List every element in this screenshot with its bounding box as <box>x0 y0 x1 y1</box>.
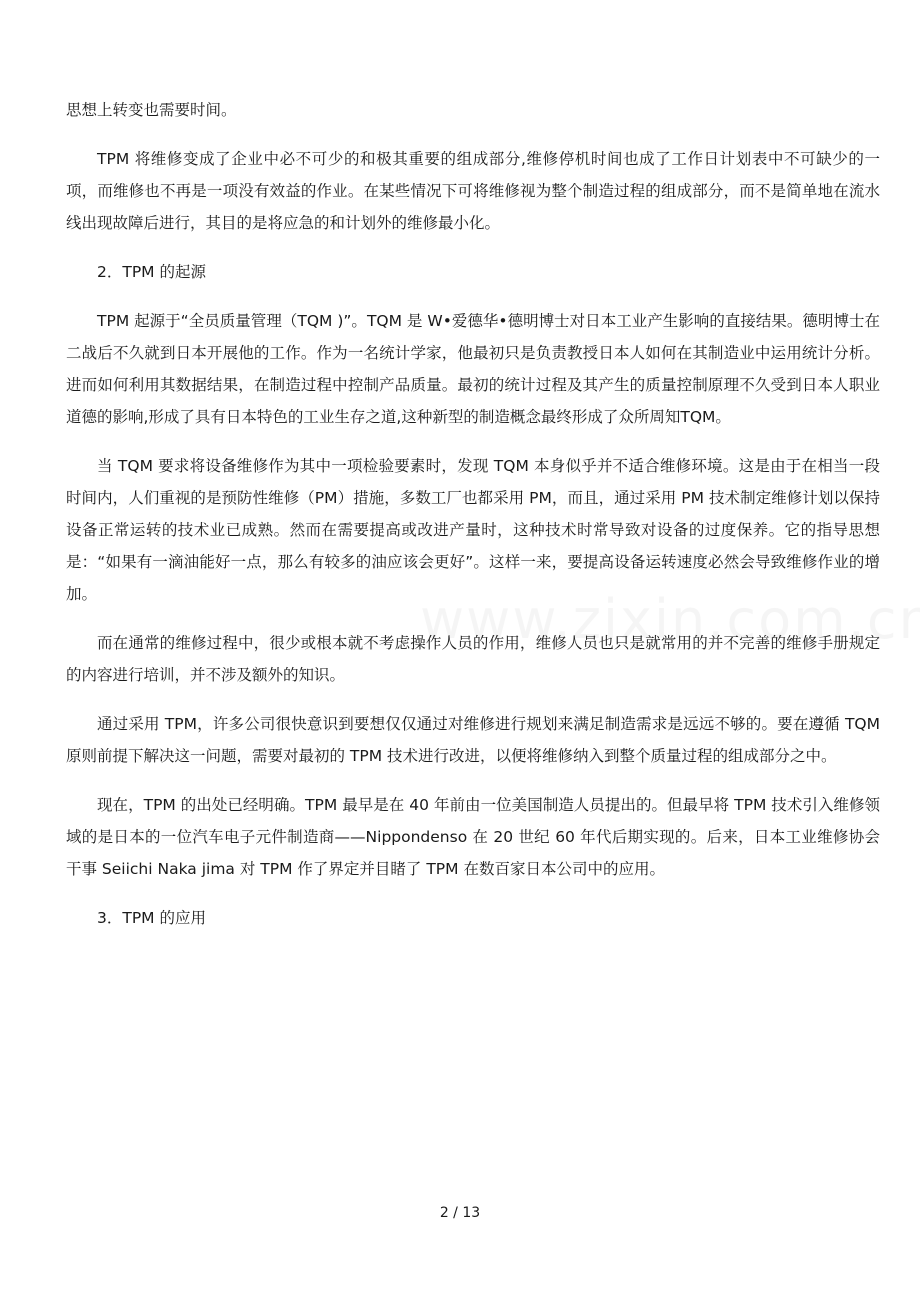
paragraph-tpm-improvement: 通过采用 TPM，许多公司很快意识到要想仅仅通过对维修进行规划来满足制造需求是远远不够的。要在遵循 TQM 原则前提下解决这一问题，需要对最初的 TPM 技术进行改进，以便将维修纳入到整个质量过程的组成部分之中。 <box>66 715 880 765</box>
paragraph-tpm-definition: TPM 将维修变成了企业中必不可少的和极其重要的组成部分,维修停机时间也成了工作日计划表中不可缺少的一项，而维修也不再是一项没有效益的作业。在某些情况下可将维修视为整个制造过程的组成部分，而不是简单地在流水线出现故障后进行，其目的是将应急的和计划外的维修最小化。 <box>66 150 880 232</box>
page-number: 2 / 13 <box>439 1205 481 1221</box>
paragraph-operator-role: 而在通常的维修过程中，很少或根本就不考虑操作人员的作用，维修人员也只是就常用的并不完善的维修手册规定的内容进行培训，并不涉及额外的知识。 <box>66 634 880 684</box>
paragraph-continuation: 思想上转变也需要时间。 <box>66 101 237 119</box>
paragraph-tqm-maintenance: 当 TQM 要求将设备维修作为其中一项检验要素时，发现 TQM 本身似乎并不适合维修环境。这是由于在相当一段时间内，人们重视的是预防性维修（PM）措施，多数工厂也都采用 PM，而且，通过采用 PM 技术制定维修计划以保持设备正常运转的技术业已成熟。然而在需要提高或改进产量时，这种技术时常导致对设备的过度保养。它的指导思想是：“如果有一滴油能好一点，那么有较多的油应该会更好”。这样一来，要提高设备运转速度必然会导致维修作业的增加。 <box>66 457 880 603</box>
paragraph-tpm-history: 现在，TPM 的出处已经明确。TPM 最早是在 40 年前由一位美国制造人员提出的。但最早将 TPM 技术引入维修领域的是日本的一位汽车电子元件制造商——Nippondenso 在 20 世纪 60 年代后期实现的。后来，日本工业维修协会干事 Seiichi Naka jima 对 TPM 作了界定并目睹了 TPM 在数百家日本公司中的应用。 <box>66 796 880 878</box>
section-heading-application: 3．TPM 的应用 <box>97 909 206 927</box>
paragraph-tpm-origin: TPM 起源于“全员质量管理（TQM )”。TQM 是 W•爱德华•德明博士对日本工业产生影响的直接结果。德明博士在二战后不久就到日本开展他的工作。作为一名统计学家，他最初只是负责教授日本人如何在其制造业中运用统计分析。进而如何利用其数据结果，在制造过程中控制产品质量。最初的统计过程及其产生的质量控制原理不久受到日本人职业道德的影响,形成了具有日本特色的工业生存之道,这种新型的制造概念最终形成了众所周知TQM。 <box>66 312 880 426</box>
section-heading-origin: 2．TPM 的起源 <box>97 263 206 281</box>
document-body <box>66 94 880 934</box>
